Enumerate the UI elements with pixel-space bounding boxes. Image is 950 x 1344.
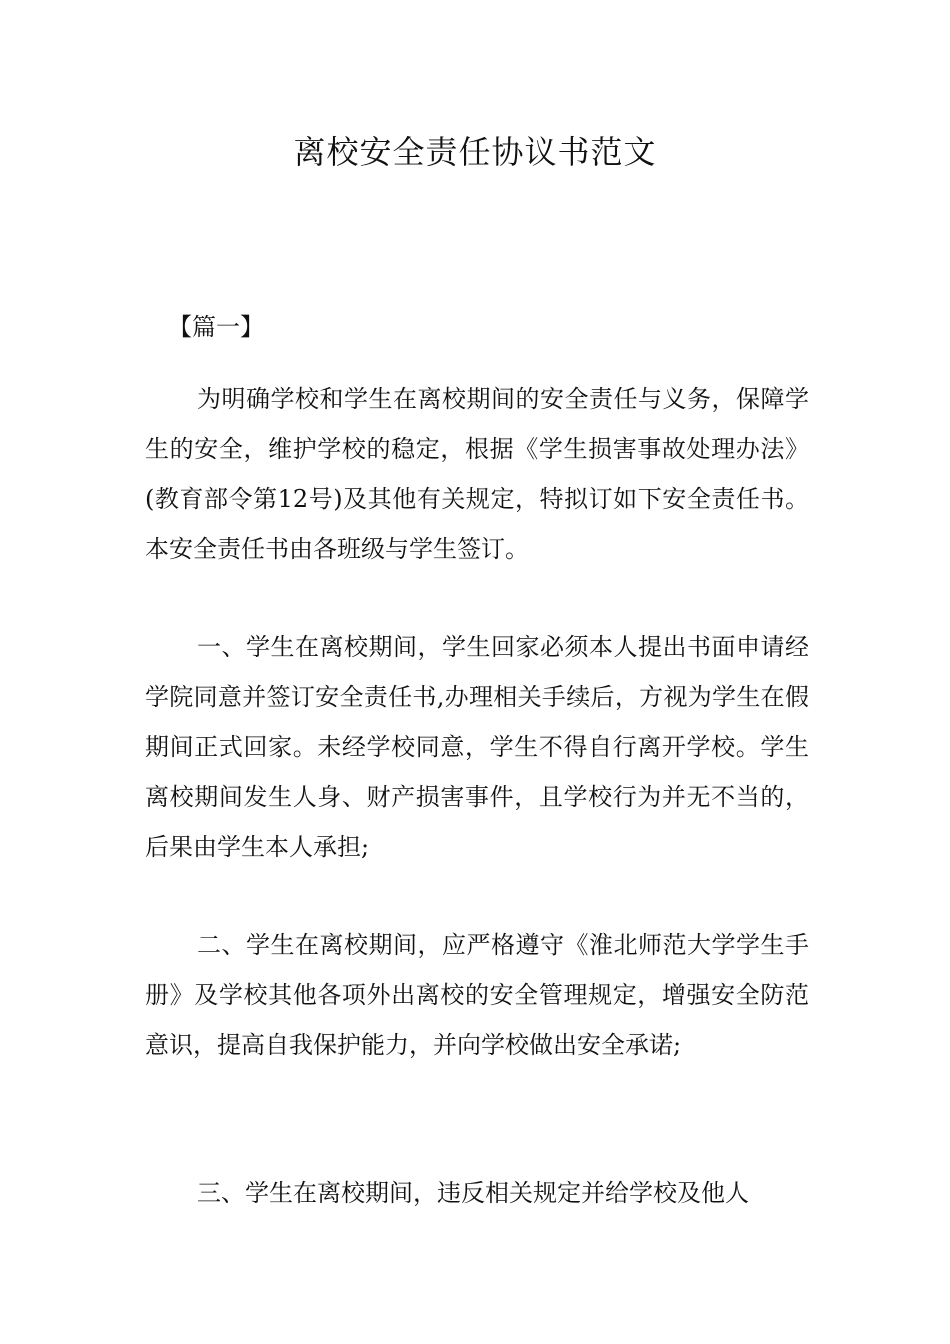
paragraph-clause-1: 一、学生在离校期间，学生回家必须本人提出书面申请经学院同意并签订安全责任书,办理相关手续后，方视为学生在假期间正式回家。未经学校同意，学生不得自行离开学校。学生离校期间发生人身、财产损害事件，且学校行为并无不当的，后果由学生本人承担;: [145, 633, 809, 861]
paragraph-clause-3: 三、学生在离校期间，违反相关规定并给学校及他人: [197, 1179, 749, 1207]
paragraph-intro: 为明确学校和学生在离校期间的安全责任与义务，保障学生的安全，维护学校的稳定，根据《学生损害事故处理办法》(教育部令第12号)及其他有关规定，特拟订如下安全责任书。本安全责任书由各班级与学生签订。: [145, 385, 809, 563]
document-title: 离校安全责任协议书范文: [293, 133, 657, 171]
paragraph-clause-2: 二、学生在离校期间，应严格遵守《淮北师范大学学生手册》及学校其他各项外出离校的安全管理规定，增强安全防范意识，提高自我保护能力，并向学校做出安全承诺;: [145, 931, 809, 1059]
section-label: 【篇一】: [168, 313, 264, 341]
